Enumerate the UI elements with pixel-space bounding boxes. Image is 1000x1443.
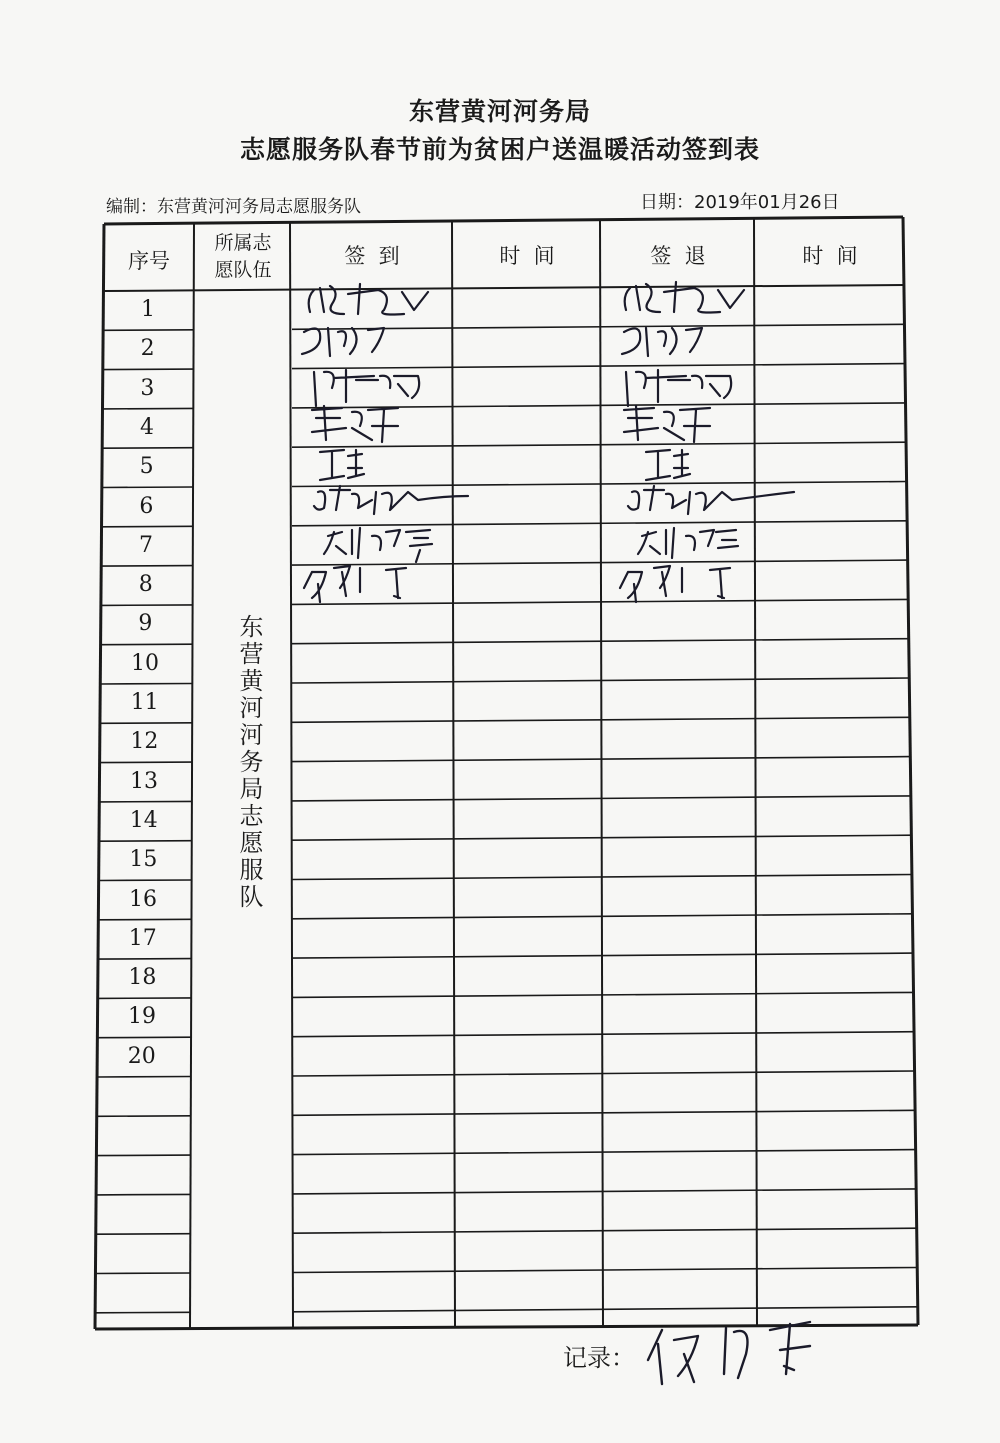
row-number: 18 bbox=[128, 965, 157, 991]
row-line-data-cols bbox=[292, 1189, 917, 1194]
document-title-org: 东营黄河河务局 bbox=[408, 97, 591, 126]
row-line-number-col bbox=[97, 1077, 191, 1078]
row-line-number-col bbox=[100, 762, 192, 763]
record-signature bbox=[630, 1310, 830, 1400]
row-number: 1 bbox=[141, 297, 155, 322]
row-number: 9 bbox=[138, 611, 153, 637]
row-line-data-cols bbox=[292, 1150, 916, 1155]
row-line-number-col bbox=[102, 487, 193, 488]
row-number: 12 bbox=[130, 729, 159, 755]
row-number: 14 bbox=[129, 807, 158, 833]
row-line-number-col bbox=[101, 644, 193, 645]
compiled-by: 编制：东营黄河河务局志愿服务队 bbox=[106, 197, 361, 217]
row-line-number-col bbox=[96, 1234, 190, 1235]
row-line-number-col bbox=[103, 369, 193, 370]
row-line-number-col bbox=[102, 566, 193, 567]
row-line-number-col bbox=[103, 408, 194, 409]
sheet-date: 日期：2019年01月26日 bbox=[640, 192, 840, 213]
header-team bbox=[196, 230, 290, 284]
row-line-data-cols bbox=[292, 1032, 914, 1037]
row-line-number-col bbox=[104, 330, 194, 331]
row-number: 11 bbox=[130, 690, 159, 715]
team-name-vertical: 东营黄河河务局志愿服队 bbox=[235, 614, 263, 911]
row-line-number-col bbox=[96, 1194, 190, 1195]
row-line-number-col bbox=[96, 1273, 191, 1274]
row-number: 7 bbox=[139, 532, 154, 558]
document-title-main: 志愿服务队春节前为贫困户送温暖活动签到表 bbox=[239, 135, 760, 164]
row-number: 20 bbox=[127, 1043, 156, 1069]
row-line-number-col bbox=[98, 998, 191, 999]
row-line-number-col bbox=[98, 1037, 191, 1038]
header-team-line1: 所属志 bbox=[214, 232, 272, 254]
row-number: 5 bbox=[139, 454, 154, 480]
record-label: 记录： bbox=[563, 1344, 635, 1372]
header-checkin-time: 时 间 bbox=[499, 244, 555, 268]
row-line-number-col bbox=[97, 1116, 191, 1117]
row-line-number-col bbox=[102, 526, 193, 527]
row-number: 6 bbox=[139, 493, 154, 519]
row-line-number-col bbox=[100, 723, 192, 724]
row-line-number-col bbox=[95, 1312, 190, 1313]
row-line-data-cols bbox=[292, 1110, 916, 1115]
row-number: 19 bbox=[128, 1004, 157, 1030]
row-number: 2 bbox=[140, 336, 155, 362]
row-number: 3 bbox=[140, 375, 155, 401]
row-line-number-col bbox=[99, 919, 192, 920]
row-number: 15 bbox=[129, 847, 158, 873]
row-number: 17 bbox=[128, 925, 157, 951]
row-line-number-col bbox=[101, 684, 193, 685]
row-line-number-col bbox=[97, 1155, 191, 1156]
header-team-line2: 愿队伍 bbox=[214, 259, 272, 281]
row-line-data-cols bbox=[292, 1071, 915, 1076]
row-line-data-cols bbox=[292, 1228, 917, 1233]
row-line-number-col bbox=[99, 880, 192, 881]
row-number: 4 bbox=[140, 414, 154, 440]
checkout-signatures bbox=[606, 278, 816, 608]
row-line-number-col bbox=[98, 959, 191, 960]
checkin-signatures bbox=[290, 280, 480, 610]
row-number: 10 bbox=[131, 650, 160, 676]
row-line-number-col bbox=[100, 801, 192, 802]
header-checkin: 签 到 bbox=[344, 244, 400, 268]
header-index: 序号 bbox=[128, 249, 170, 273]
row-line-number-col bbox=[99, 841, 192, 842]
header-checkout-time: 时 间 bbox=[802, 244, 858, 268]
row-line-number-col bbox=[103, 448, 194, 449]
row-number: 13 bbox=[130, 768, 159, 794]
row-line-number-col bbox=[101, 605, 192, 606]
header-checkout: 签 退 bbox=[650, 244, 706, 268]
row-line-data-cols bbox=[292, 1268, 918, 1273]
row-number: 8 bbox=[138, 572, 153, 598]
row-number: 16 bbox=[129, 886, 158, 912]
